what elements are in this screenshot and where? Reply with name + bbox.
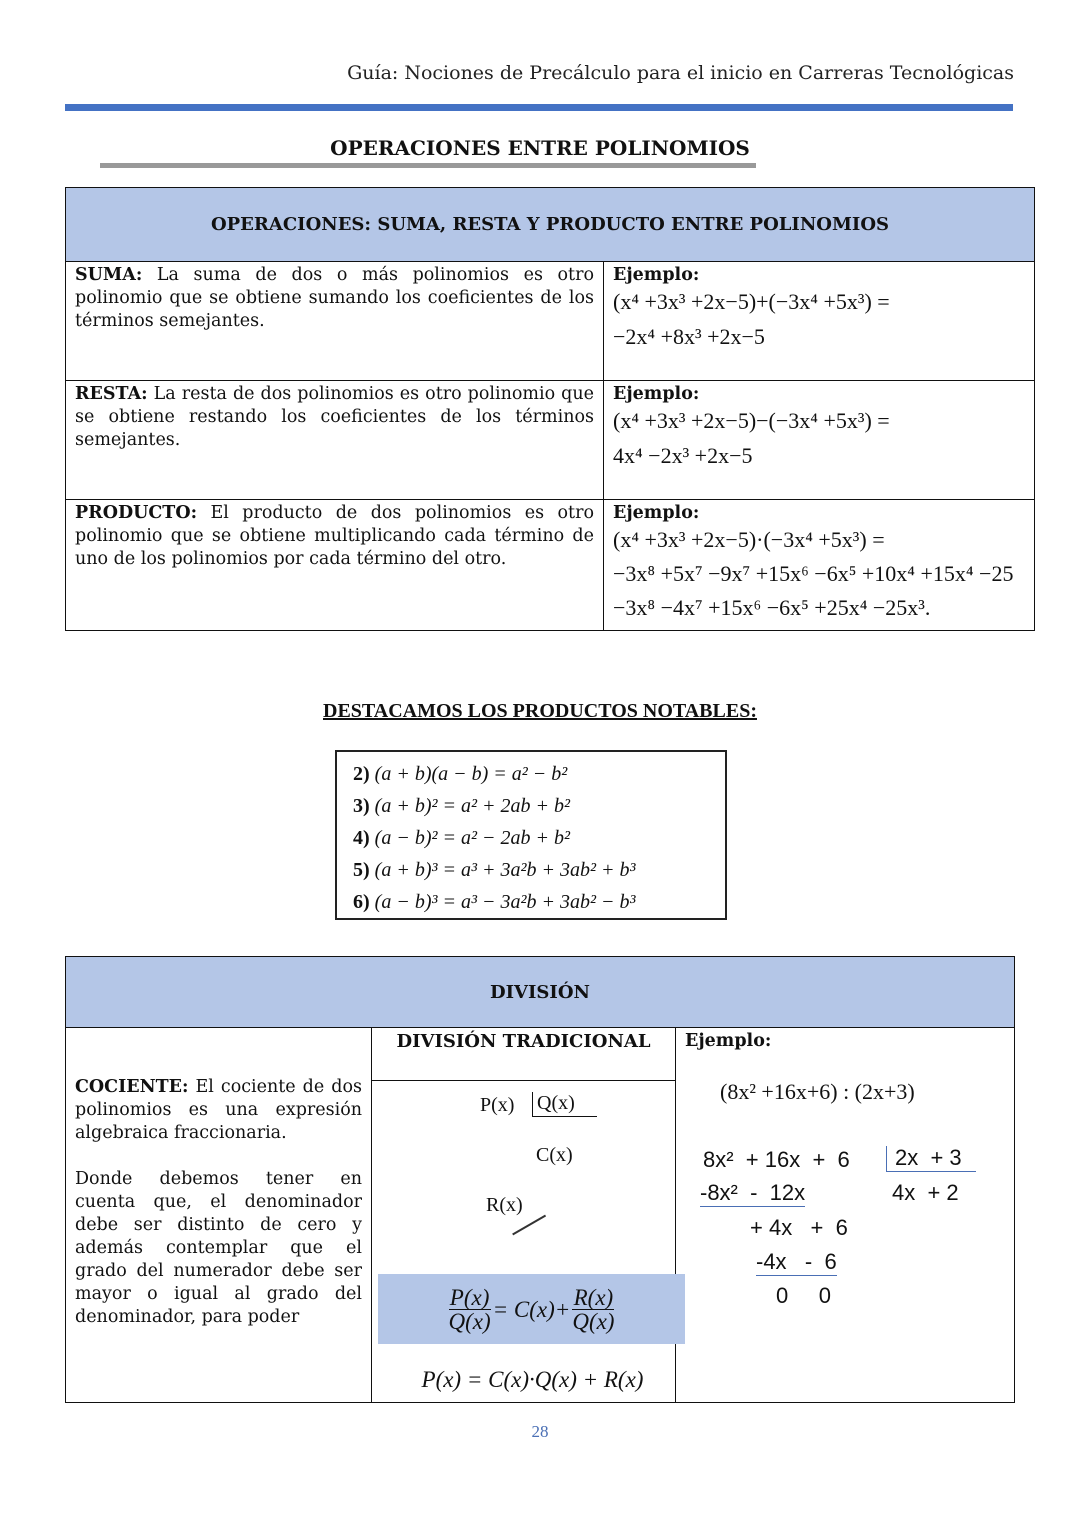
- running-header: Guía: Nociones de Precálculo para el inicio en Carreras Tecnológicas: [347, 62, 1014, 84]
- notable-products-heading: DESTACAMOS LOS PRODUCTOS NOTABLES:: [323, 700, 757, 722]
- title-underline: [100, 163, 756, 168]
- definition: La resta de dos polinomios es otro polinomio que se obtiene restando los coeficientes de los términos semejantes.: [75, 384, 594, 450]
- operations-table: [65, 187, 1035, 631]
- long-division-line: 8x² + 16x + 6: [703, 1147, 850, 1172]
- division-fraction-formula: $\frac{P(x)}{Q(x)}$ = C(x)+ $\frac{R(x)}{Q(x)}$: [378, 1274, 685, 1344]
- example-result: 4x⁴ −2x³ +2x−5: [613, 443, 753, 468]
- term: RESTA:: [75, 384, 148, 404]
- notable-products-box: [335, 750, 727, 920]
- example-label: Ejemplo:: [613, 384, 700, 404]
- formula: 6) (a − b)³ = a³ − 3a²b + 3ab² − b³: [353, 891, 636, 913]
- example-result: −2x⁴ +8x³ +2x−5: [613, 324, 765, 349]
- division-heading: DIVISIÓN: [66, 957, 1015, 1028]
- example-label: Ejemplo:: [613, 265, 700, 285]
- remainder: R(x): [486, 1194, 523, 1216]
- table-row: [66, 262, 1035, 381]
- quotient: C(x): [536, 1144, 573, 1166]
- example-line: (x⁴ +3x³ +2x−5)+(−3x⁴ +5x³) =: [613, 289, 890, 314]
- example-line: (x⁴ +3x³ +2x−5)−(−3x⁴ +5x³) =: [613, 408, 890, 433]
- formula: 2) (a + b)(a − b) = a² − b²: [353, 763, 568, 785]
- term: COCIENTE:: [75, 1077, 189, 1097]
- formula: 4) (a − b)² = a² − 2ab + b²: [353, 827, 570, 849]
- long-division-line: 0 0: [776, 1283, 832, 1308]
- definition: El producto de dos polinomios es otro polinomio que se obtiene multiplicando cada término de uno de los polinomios por cada término del otro.: [75, 503, 594, 569]
- long-division-quotient: 4x + 2: [892, 1180, 959, 1205]
- table-row: [66, 500, 1035, 631]
- traditional-division-heading: DIVISIÓN TRADICIONAL: [372, 1028, 675, 1081]
- long-division-line: -8x² - 12x: [700, 1180, 806, 1205]
- page-number: 28: [531, 1422, 549, 1441]
- definition: La suma de dos o más polinomios es otro polinomio que se obtiene sumando los coeficientes de los términos semejantes.: [75, 265, 594, 331]
- header-rule: [65, 104, 1013, 111]
- example-expansion: −3x⁸ +5x⁷ −9x⁷ +15x⁶ −6x⁵ +10x⁴ +15x⁴ −25: [613, 561, 1014, 586]
- formula: 3) (a + b)² = a² + 2ab + b²: [353, 795, 570, 817]
- divisor: Q(x): [532, 1092, 597, 1117]
- definition: El cociente de dos polinomios es una expresión algebraica fraccionaria.: [75, 1077, 362, 1143]
- example-line: (x⁴ +3x³ +2x−5)·(−3x⁴ +5x³) =: [613, 527, 885, 552]
- table-row: [66, 381, 1035, 500]
- dividend: P(x): [480, 1094, 515, 1116]
- example-expression: (8x² +16x+6) : (2x+3): [720, 1079, 915, 1104]
- division-identity: P(x) = C(x)·Q(x) + R(x): [421, 1367, 644, 1392]
- example-result: −3x⁸ −4x⁷ +15x⁶ −6x⁵ +25x⁴ −25x³.: [613, 595, 931, 620]
- division-table: [65, 956, 1015, 1403]
- long-division-divisor: 2x + 3: [886, 1146, 976, 1172]
- term: SUMA:: [75, 265, 143, 285]
- definition-note: Donde debemos tener en cuenta que, el denominador debe ser distinto de cero y además contemplar que el grado del numerador debe ser mayor o igual al grado del denominador, para poder: [75, 1169, 362, 1327]
- stroke: [512, 1215, 546, 1235]
- example-label: Ejemplo:: [613, 503, 700, 523]
- formula: 5) (a + b)³ = a³ + 3a²b + 3ab² + b³: [353, 859, 636, 881]
- long-division-line: -4x - 6: [756, 1249, 837, 1274]
- term: PRODUCTO:: [75, 503, 198, 523]
- operations-heading: OPERACIONES: SUMA, RESTA Y PRODUCTO ENTRE POLINOMIOS: [66, 188, 1035, 262]
- example-label: Ejemplo:: [685, 1031, 772, 1051]
- section-title: OPERACIONES ENTRE POLINOMIOS: [330, 136, 750, 160]
- long-division-line: + 4x + 6: [750, 1215, 848, 1240]
